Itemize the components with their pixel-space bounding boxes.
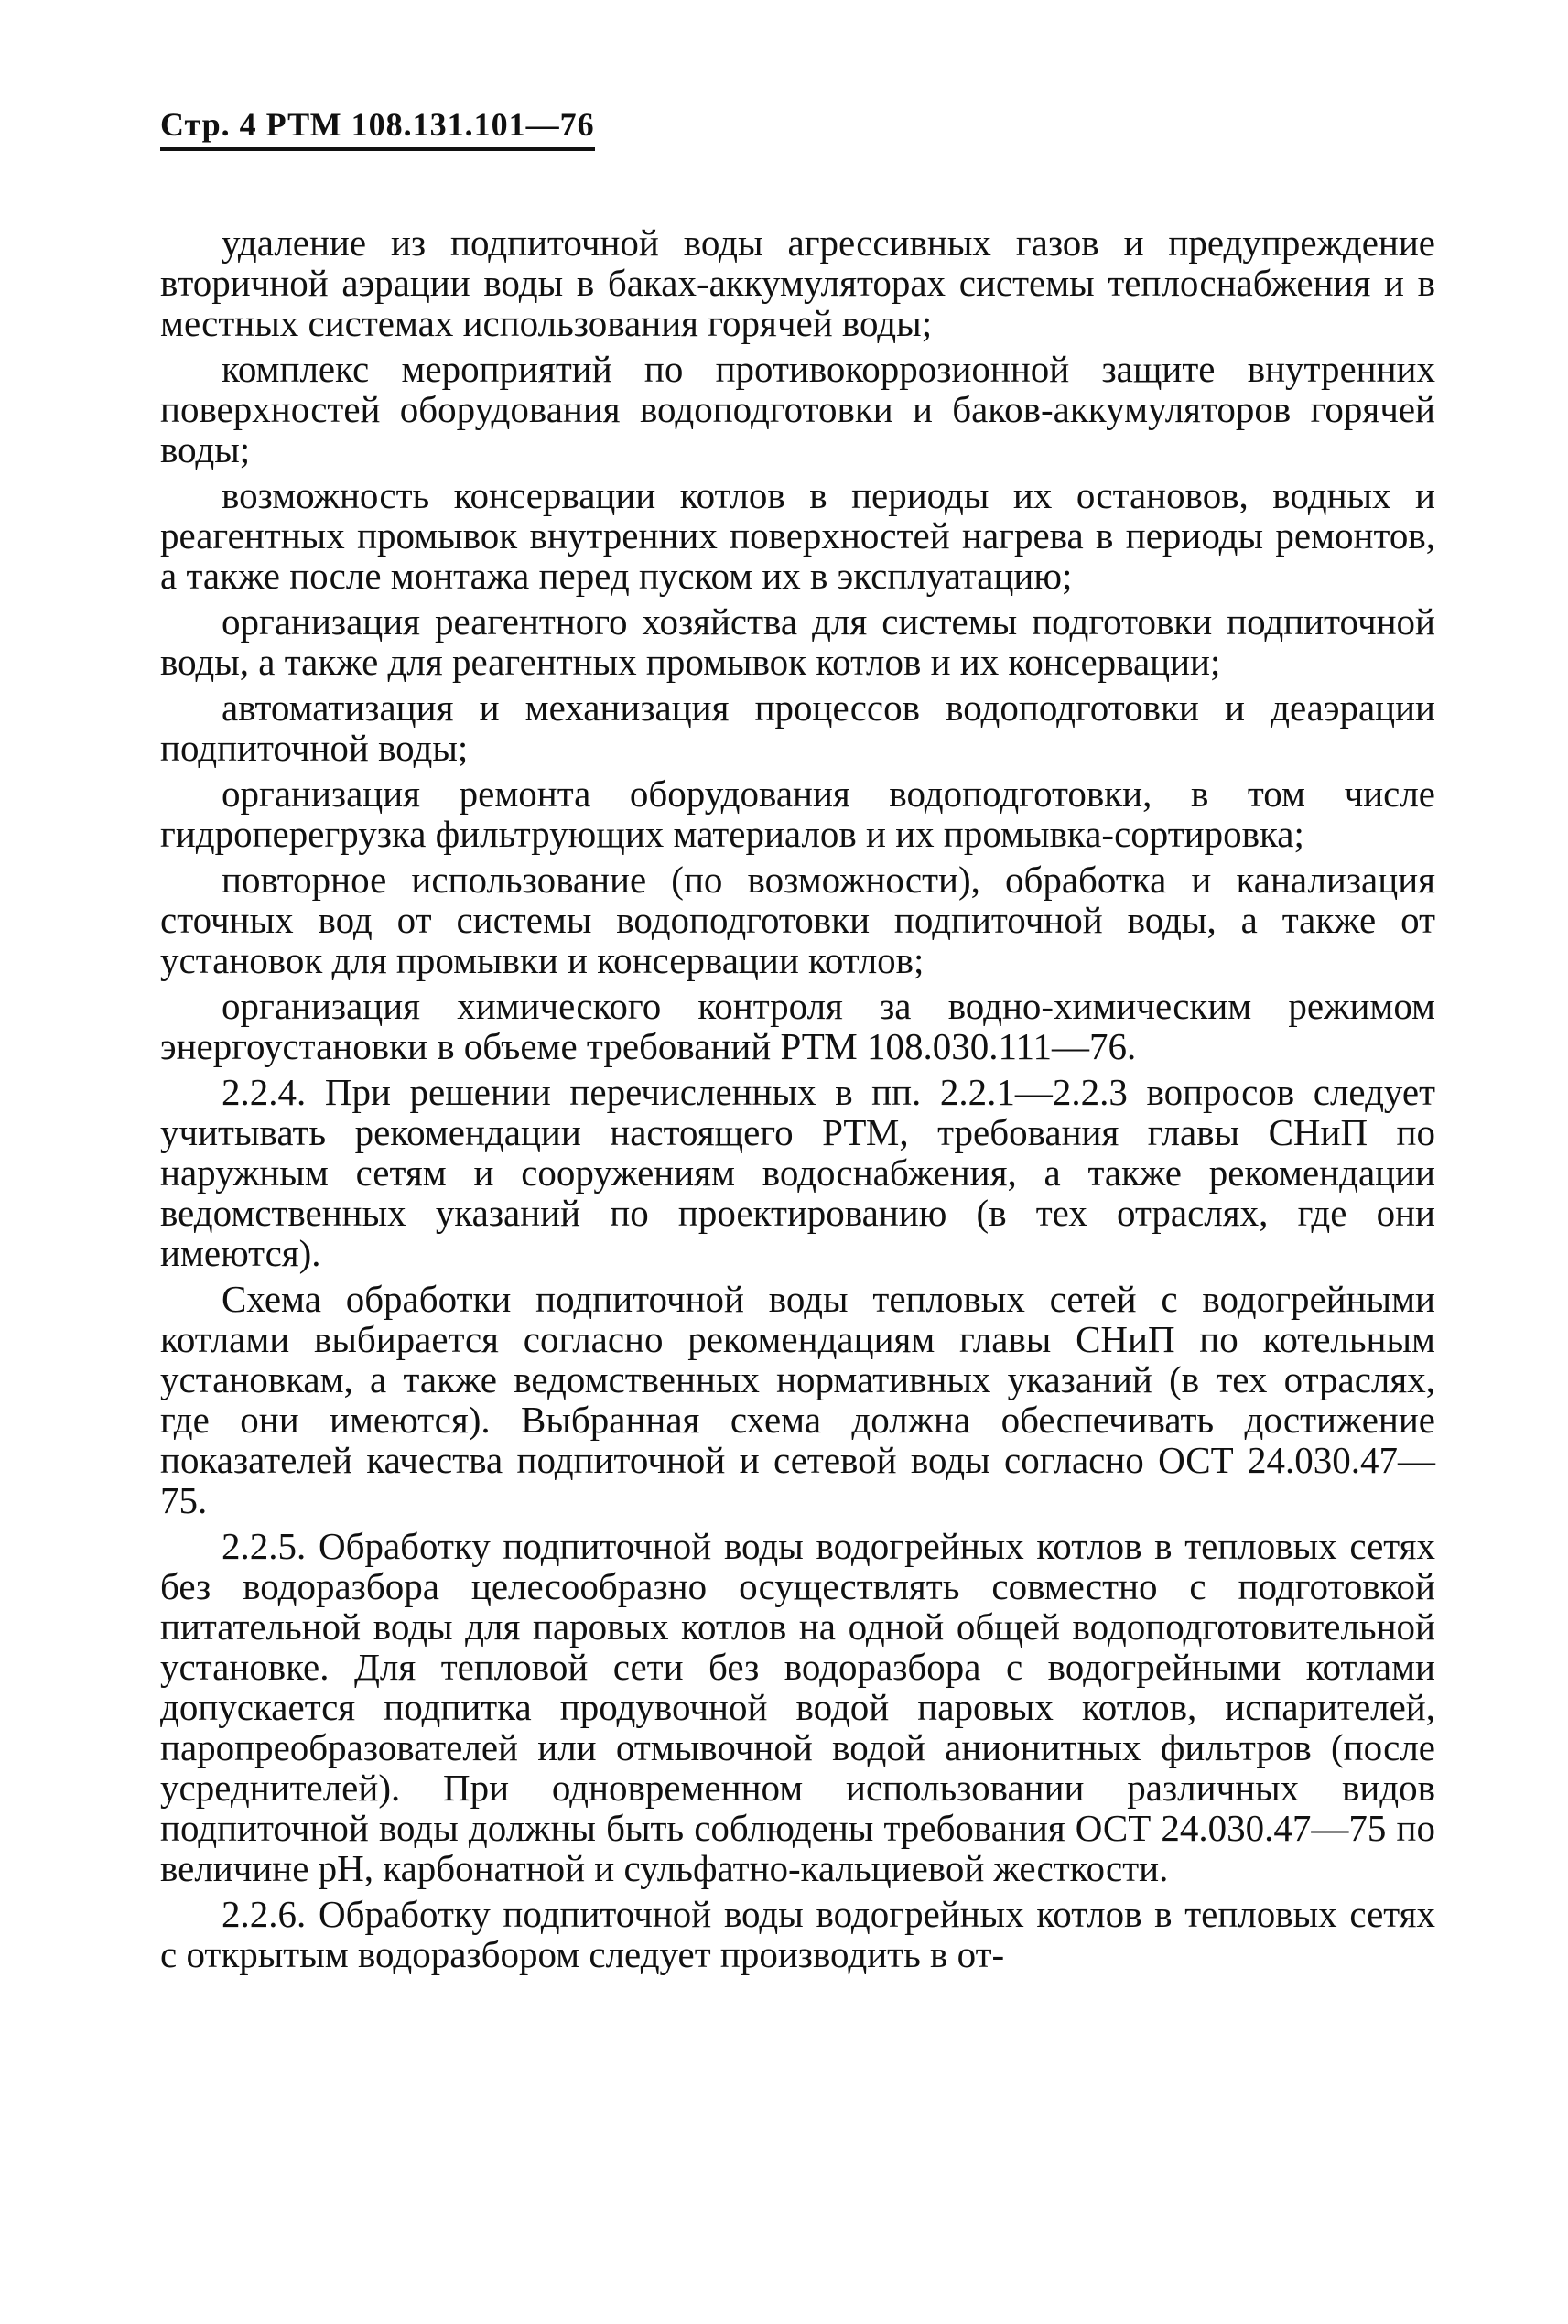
body-text bbox=[160, 222, 1435, 1974]
paragraph: возможность консервации котлов в периоды их остановов, водных и реагентных промывок внутренних поверхностей нагрева в периоды ремонтов, а также после монтажа перед пуском их в эксплуатацию; bbox=[160, 474, 1435, 597]
paragraph: повторное использование (по возможности), обработка и канализация сточных вод от системы водоподготовки подпиточной воды, а также от установок для промывки и консервации котлов; bbox=[160, 859, 1435, 981]
paragraph: организация реагентного хозяйства для системы подготовки подпиточной воды, а также для реагентных промывок котлов и их консервации; bbox=[160, 600, 1435, 683]
paragraph: организация химического контроля за водно-химическим режимом энергоустановки в объеме требований РТМ 108.030.111—76. bbox=[160, 985, 1435, 1067]
page-header: Стр. 4 РТМ 108.131.101—76 bbox=[160, 105, 595, 151]
paragraph: Схема обработки подпиточной воды тепловых сетей с водогрейными котлами выбирается согласно рекомендациям главы СНиП по котельным установкам, а также ведомственных нормативных указаний (в тех отраслях, где они имеются). Выбранная схема должна обеспечивать достижение показателей качества подпиточной и сетевой воды согласно ОСТ 24.030.47—75. bbox=[160, 1278, 1435, 1521]
paragraph: комплекс мероприятий по противокоррозионной защите внутренних поверхностей оборудования водоподготовки и баков-аккумуляторов горячей воды; bbox=[160, 348, 1435, 470]
paragraph: удаление из подпиточной воды агрессивных газов и предупреждение вторичной аэрации воды в баках-аккумуляторах системы теплоснабжения и в местных системах использования горячей воды; bbox=[160, 222, 1435, 344]
paragraph: 2.2.4. При решении перечисленных в пп. 2.2.1—2.2.3 вопросов следует учитывать рекомендации настоящего РТМ, требования главы СНиП по наружным сетям и сооружениям водоснабжения, а также рекомендации ведомственных указаний по проектированию (в тех отраслях, где они имеются). bbox=[160, 1071, 1435, 1274]
paragraph: организация ремонта оборудования водоподготовки, в том числе гидроперегрузка фильтрующих материалов и их промывка-сортировка; bbox=[160, 773, 1435, 855]
paragraph: 2.2.6. Обработку подпиточной воды водогрейных котлов в тепловых сетях с открытым водоразбором следует производить в от- bbox=[160, 1893, 1435, 1975]
paragraph: автоматизация и механизация процессов водоподготовки и деаэрации подпиточной воды; bbox=[160, 686, 1435, 769]
paragraph: 2.2.5. Обработку подпиточной воды водогрейных котлов в тепловых сетях без водоразбора целесообразно осуществлять совместно с подготовкой питательной воды для паровых котлов на одной общей водоподготовительной установке. Для тепловой сети без водоразбора с водогрейными котлами допускается подпитка продувочной водой паровых котлов, испарителей, паропреобразователей или отмывочной водой анионитных фильтров (после усреднителей). При одновременном использовании различных видов подпиточной воды должны быть соблюдены требования ОСТ 24.030.47—75 по величине pH, карбонатной и сульфатно-кальциевой жесткости. bbox=[160, 1525, 1435, 1889]
